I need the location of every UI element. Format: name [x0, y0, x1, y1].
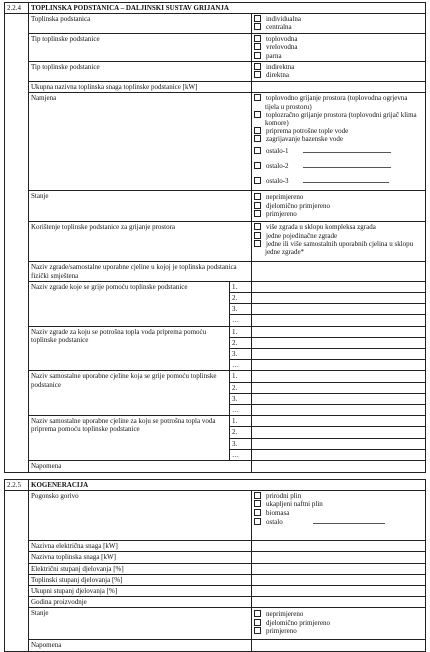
usage-label: Korištenje toplinske podstanice za grijanje prostora	[29, 222, 252, 262]
note-value[interactable]	[252, 461, 426, 473]
checkbox-icon[interactable]	[254, 240, 261, 247]
section-number: 2.2.5	[5, 480, 29, 491]
heated-building-more[interactable]	[252, 315, 426, 326]
total-heat-power-value[interactable]	[252, 82, 426, 93]
hot-water-building-2[interactable]	[252, 337, 426, 348]
checkbox-icon[interactable]	[254, 111, 261, 118]
electric-power-label: Nazivna električna snaga [kW]	[29, 541, 252, 552]
substation-type-label: Toplinska podstanica	[29, 14, 252, 34]
checkbox-icon[interactable]	[254, 147, 261, 154]
heated-units-label: Naziv samostalne uporabne cjeline koja se grije pomoću toplinske podstanice	[29, 371, 230, 416]
location-building-label: Naziv zgrade/samostalne uporabne cjeline u kojoj je toplinska podstanica fizički smještena	[29, 262, 252, 281]
checkbox-icon[interactable]	[254, 43, 261, 50]
heat-efficiency-label: Toplinski stupanj djelovanja [%]	[29, 574, 252, 585]
section-title: TOPLINSKA PODSTANICA – DALJINSKI SUSTAV GRIJANJA	[29, 3, 426, 14]
fuel-label: Pogonsko gorivo	[29, 491, 252, 541]
heated-building-1[interactable]	[252, 281, 426, 292]
cogeneration-condition-options: neprimjereno djelomično primjereno primjereno	[252, 608, 426, 640]
fuel-options: prirodni plin ukapljeni naftni plin biomasa ostalo	[252, 491, 426, 541]
purpose-options: toplovodno grijanje prostora (toplovodna ogrjevna tijela u prostoru) toplozračno grijanje prostora (toplovodni grijač klima komore) priprema potrošne tople vode zagrijavanje bazenske vode ostalo-1 ostalo-2 ostalo-3	[252, 93, 426, 191]
hot-water-unit-1[interactable]	[252, 416, 426, 427]
checkbox-icon[interactable]	[254, 627, 261, 634]
cogeneration-note-value[interactable]	[252, 640, 426, 651]
total-heat-power-label: Ukupna nazivna toplinska snaga toplinske podstanice [kW]	[29, 82, 252, 93]
substation-type-options: individualna centralna	[252, 14, 426, 34]
connection-type-label: Tip toplinske podstanice	[29, 62, 252, 82]
production-year-label: Godina proizvodnje	[29, 597, 252, 608]
other-3-line[interactable]	[303, 176, 389, 183]
location-building-value[interactable]	[252, 262, 426, 281]
total-efficiency-label: Ukupni stupanj djelovanja [%]	[29, 586, 252, 597]
heated-unit-1[interactable]	[252, 371, 426, 382]
hot-water-building-1[interactable]	[252, 326, 426, 337]
heated-buildings-label: Naziv zgrade koje se grije pomoću toplinske podstanice	[29, 281, 230, 326]
checkbox-icon[interactable]	[254, 193, 261, 200]
hot-water-unit-more[interactable]	[252, 449, 426, 460]
heat-power-label: Nazivna toplinska snaga [kW]	[29, 552, 252, 563]
checkbox-icon[interactable]	[254, 492, 261, 499]
other-1-line[interactable]	[303, 146, 391, 153]
checkbox-icon[interactable]	[254, 63, 261, 70]
checkbox-icon[interactable]	[254, 135, 261, 142]
note-label: Napomena	[29, 461, 252, 473]
cogeneration-condition-label: Stanje	[29, 608, 252, 640]
production-year-value[interactable]	[252, 597, 426, 608]
checkbox-icon[interactable]	[254, 177, 261, 184]
checkbox-icon[interactable]	[254, 15, 261, 22]
district-heating-substation-section: 2.2.4 TOPLINSKA PODSTANICA – DALJINSKI SUSTAV GRIJANJA Toplinska podstanica individualna centralna Tip toplinske podstanice toplovodna vrelovodna parna Tip toplinske podstanice indirektna direktna Ukupna nazivna toplinska snaga toplinske podstanice [kW] Namjena toplovodno grijanje prostora (toplovodna ogrjevna tijela u prostoru) toplozračno grijanje prostora (toplovodni grijač klima komore) priprema potrošne tople vode zagrijavanje bazenske vode ostalo-1 ostalo-2 ostalo-3 Stanje neprimjereno djelomično primjereno primjereno Korištenje toplinske podstanice za grijanje prostora više zgrada u sklopu kompleksa zgrada jedne pojedinačne zgrade jedne ili više samostalnih uporabnih cjelina u sklopu jedne zgrade* Naziv zgrade/samostalne uporabne cjeline u kojoj je toplinska podstanica fizički smještena Naziv zgrade koje se grije pomoću toplinske podstanice 1. 2. 3. … Naziv zgrade za koju se potrošna topla voda priprema pomoću toplinske podstanice 1. 2. 3. … Naziv samostalne uporabne cjeline koja se grije pomoću toplinske podstanice 1. 2. 3. … Naziv samostalne uporabne cjeline za koju se potrošna topla voda priprema pomoću toplinske podstanice 1. 2. 3. … Napomena	[4, 2, 426, 473]
condition-label: Stanje	[29, 191, 252, 222]
checkbox-icon[interactable]	[254, 518, 261, 525]
checkbox-icon[interactable]	[254, 509, 261, 516]
hot-water-buildings-label: Naziv zgrade za koju se potrošna topla voda priprema pomoću toplinske podstanice	[29, 326, 230, 371]
checkbox-icon[interactable]	[254, 610, 261, 617]
checkbox-icon[interactable]	[254, 500, 261, 507]
checkbox-icon[interactable]	[254, 23, 261, 30]
purpose-label: Namjena	[29, 93, 252, 191]
checkbox-icon[interactable]	[254, 127, 261, 134]
heated-unit-more[interactable]	[252, 405, 426, 416]
heat-power-value[interactable]	[252, 552, 426, 563]
other-fuel-line[interactable]	[313, 517, 385, 524]
electric-efficiency-value[interactable]	[252, 563, 426, 574]
section-number: 2.2.4	[5, 3, 29, 14]
checkbox-icon[interactable]	[254, 202, 261, 209]
other-2-line[interactable]	[303, 161, 391, 168]
hot-water-units-label: Naziv samostalne uporabne cjeline za koju se potrošna topla voda priprema pomoću toplinske podstanice	[29, 416, 230, 461]
hot-water-building-more[interactable]	[252, 360, 426, 371]
section-title: KOGENERACIJA	[29, 480, 426, 491]
heated-unit-2[interactable]	[252, 382, 426, 393]
checkbox-icon[interactable]	[254, 35, 261, 42]
hot-water-building-3[interactable]	[252, 349, 426, 360]
medium-type-label: Tip toplinske podstanice	[29, 34, 252, 62]
hot-water-unit-2[interactable]	[252, 427, 426, 438]
hot-water-unit-3[interactable]	[252, 438, 426, 449]
checkbox-icon[interactable]	[254, 52, 261, 59]
cogeneration-section	[4, 479, 426, 652]
total-efficiency-value[interactable]	[252, 586, 426, 597]
condition-options: neprimjereno djelomično primjereno primjereno	[252, 191, 426, 222]
heated-unit-3[interactable]	[252, 393, 426, 404]
medium-type-options: toplovodna vrelovodna parna	[252, 34, 426, 62]
checkbox-icon[interactable]	[254, 223, 261, 230]
electric-power-value[interactable]	[252, 541, 426, 552]
checkbox-icon[interactable]	[254, 162, 261, 169]
connection-type-options: indirektna direktna	[252, 62, 426, 82]
checkbox-icon[interactable]	[254, 232, 261, 239]
heat-efficiency-value[interactable]	[252, 574, 426, 585]
heated-building-3[interactable]	[252, 304, 426, 315]
usage-options: više zgrada u sklopu kompleksa zgrada jedne pojedinačne zgrade jedne ili više samostalnih uporabnih cjelina u sklopu jedne zgrade*	[252, 222, 426, 262]
electric-efficiency-label: Električni stupanj djelovanja [%]	[29, 563, 252, 574]
checkbox-icon[interactable]	[254, 210, 261, 217]
heated-building-2[interactable]	[252, 293, 426, 304]
checkbox-icon[interactable]	[254, 94, 261, 101]
checkbox-icon[interactable]	[254, 619, 261, 626]
cogeneration-note-label: Napomena	[29, 640, 252, 651]
checkbox-icon[interactable]	[254, 71, 261, 78]
